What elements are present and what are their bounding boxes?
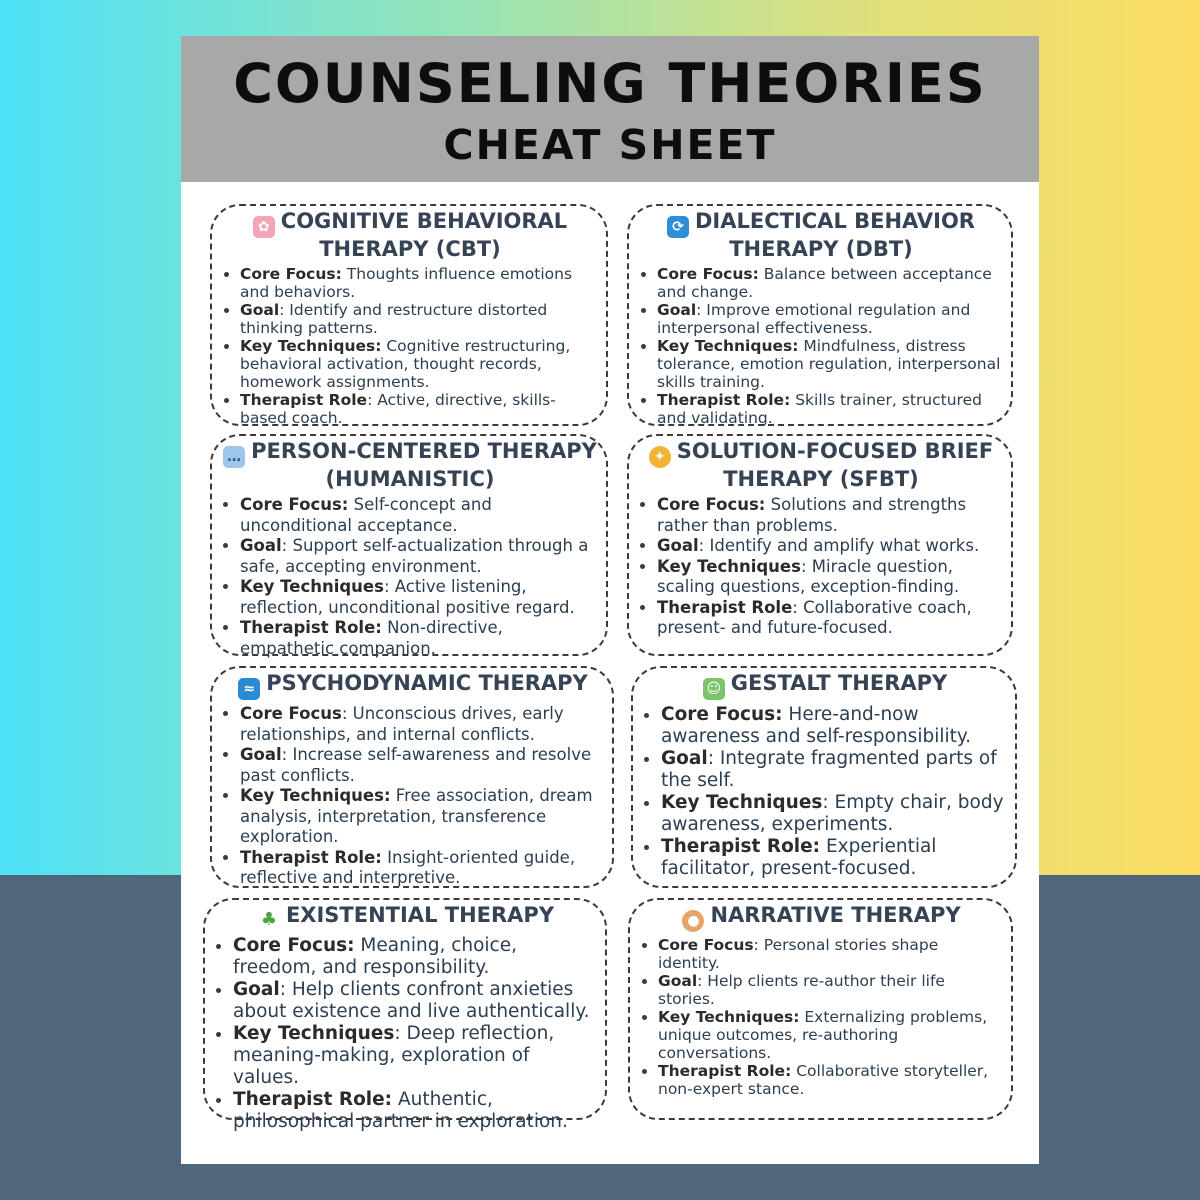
list-item: • Key Techniques: Deep reflection, meaning-making, exploration of values. (233, 1023, 597, 1089)
compass-icon: ✦ (649, 446, 671, 468)
list-item: • Therapist Role: Active, directive, skills-based coach. (240, 391, 598, 427)
card-cbt (210, 204, 608, 426)
card-dbt (627, 204, 1013, 426)
card-list (643, 704, 1007, 880)
cheat-sheet-page (181, 36, 1039, 1164)
list-item: • Core Focus: Self-concept and unconditional acceptance. (240, 495, 598, 536)
card-person-centered (210, 434, 608, 656)
list-item: • Key Techniques: Mindfulness, distress tolerance, emotion regulation, interpersonal skills training. (657, 337, 1003, 391)
card-title: ♣ EXISTENTIAL THERAPY (215, 904, 597, 931)
list-item: • Key Techniques: Free association, dream analysis, interpretation, transference exploration. (240, 786, 604, 848)
card-list (222, 495, 598, 659)
list-item: • Goal: Integrate fragmented parts of the self. (661, 748, 1007, 792)
palette-icon: ● (682, 910, 704, 932)
list-item: • Goal: Support self-actualization through a safe, accepting environment. (240, 536, 598, 577)
list-item: • Core Focus: Balance between acceptance and change. (657, 265, 1003, 301)
list-item: • Core Focus: Solutions and strengths rather than problems. (657, 495, 1003, 536)
list-item: • Therapist Role: Experiential facilitator, present-focused. (661, 836, 1007, 880)
card-title: … PERSON-CENTERED THERAPY (HUMANISTIC) (222, 440, 598, 491)
list-item: • Key Techniques: Cognitive restructuring, behavioral activation, thought records, homework assignments. (240, 337, 598, 391)
list-item: • Therapist Role: Skills trainer, structured and validating. (657, 391, 1003, 427)
card-title: ✿ COGNITIVE BEHAVIORAL THERAPY (CBT) (222, 210, 598, 261)
list-item: • Goal: Improve emotional regulation and interpersonal effectiveness. (657, 301, 1003, 337)
list-item: • Core Focus: Here-and-now awareness and self-responsibility. (661, 704, 1007, 748)
list-item: • Core Focus: Thoughts influence emotions and behaviors. (240, 265, 598, 301)
list-item: • Key Techniques: Empty chair, body awareness, experiments. (661, 792, 1007, 836)
theater-masks-icon: ☺ (703, 678, 725, 700)
card-sfbt (627, 434, 1013, 656)
card-title: ✦ SOLUTION-FOCUSED BRIEF THERAPY (SFBT) (639, 440, 1003, 491)
card-title: ● NARRATIVE THERAPY (640, 904, 1003, 932)
list-item: • Goal: Help clients confront anxieties about existence and live authentically. (233, 979, 597, 1023)
card-existential (203, 898, 607, 1132)
list-item: • Goal: Increase self-awareness and resolve past conflicts. (240, 745, 604, 786)
list-item: • Core Focus: Unconscious drives, early relationships, and internal conflicts. (240, 704, 604, 745)
card-psychodynamic (210, 666, 614, 888)
list-item: • Goal: Identify and amplify what works. (657, 536, 1003, 557)
list-item: • Key Techniques: Externalizing problems, unique outcomes, re-authoring conversations. (658, 1008, 1003, 1062)
wave-icon: ≈ (238, 678, 260, 700)
list-item: • Core Focus: Meaning, choice, freedom, and responsibility. (233, 935, 597, 979)
card-list (222, 265, 598, 427)
list-item: • Therapist Role: Collaborative coach, present- and future-focused. (657, 598, 1003, 639)
card-narrative (628, 898, 1013, 1120)
page-subtitle: CHEAT SHEET (443, 121, 777, 169)
list-item: • Goal: Identify and restructure distorted thinking patterns. (240, 301, 598, 337)
brain-icon: ✿ (253, 216, 275, 238)
list-item: • Key Techniques: Active listening, reflection, unconditional positive regard. (240, 577, 598, 618)
card-list (640, 936, 1003, 1098)
page-title: COUNSELING THEORIES (233, 52, 987, 115)
card-list (215, 935, 597, 1133)
list-item: • Key Techniques: Miracle question, scaling questions, exception-finding. (657, 557, 1003, 598)
list-item: • Therapist Role: Authentic, philosophical partner in exploration. (233, 1089, 597, 1133)
seedling-icon: ♣ (258, 909, 280, 931)
cycle-arrows-icon: ⟳ (667, 216, 689, 238)
card-gestalt (631, 666, 1017, 888)
card-title: ⟳ DIALECTICAL BEHAVIOR THERAPY (DBT) (639, 210, 1003, 261)
card-title: ☺ GESTALT THERAPY (643, 672, 1007, 700)
list-item: • Goal: Help clients re-author their life stories. (658, 972, 1003, 1008)
speech-bubble-icon: … (223, 446, 245, 468)
card-list (639, 265, 1003, 427)
header-banner (181, 36, 1039, 182)
card-title: ≈ PSYCHODYNAMIC THERAPY (222, 672, 604, 700)
card-list (639, 495, 1003, 639)
list-item: • Therapist Role: Collaborative storyteller, non-expert stance. (658, 1062, 1003, 1098)
list-item: • Therapist Role: Non-directive, empathetic companion. (240, 618, 598, 659)
list-item: • Therapist Role: Insight-oriented guide, reflective and interpretive. (240, 848, 604, 889)
card-list (222, 704, 604, 889)
list-item: • Core Focus: Personal stories shape identity. (658, 936, 1003, 972)
